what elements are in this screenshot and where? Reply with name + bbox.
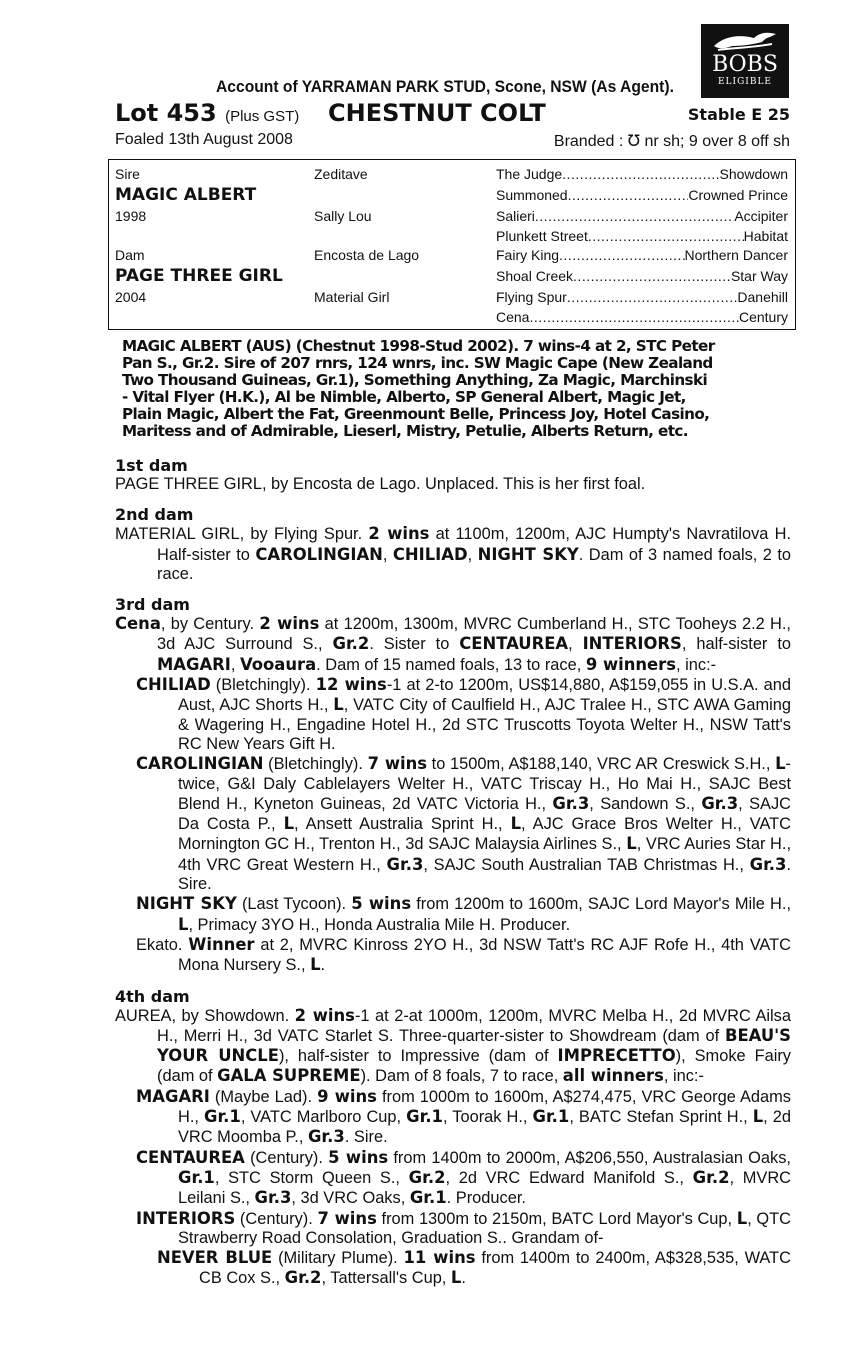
progeny-entry: INTERIORS (Century). 7 wins from 1300m to 2150m, BATC Lord Mayor's Cup, L, QTC Strawberry Road Consolation, Graduation S.. Grandam of- xyxy=(136,1208,791,1247)
sire-year: 1998 xyxy=(115,208,147,224)
grandsire-sire: Zeditave xyxy=(314,166,368,182)
summary-line: Maritess and of Admirable, Lieserl, Mistry, Petulie, Alberts Return, etc. xyxy=(122,422,688,440)
ancestor-row: Salieri ..... Accipiter xyxy=(496,208,788,224)
ancestor-row: Fairy King ..... Northern Dancer xyxy=(496,247,788,263)
second-dam-text: MATERIAL GIRL, by Flying Spur. 2 wins at 1100m, 1200m, AJC Humpty's Navratilova H. Half-sister to CAROLINGIAN, CHILIAD, NIGHT SKY. Dam of 3 named foals, 2 to race. xyxy=(115,524,792,583)
logo-brand: BOBS xyxy=(712,52,778,77)
third-dam-text: Cena, by Century. 2 wins at 1200m, 1300m, MVRC Cumberland H., STC Tooheys 2.2 H., 3d AJC Surround S., Gr.2. Sister to CENTAUREA, INTERIORS, half-sister to MAGARI, Vooaura. Dam of 15 named foals, 13 to race, 9 winners, inc:- xyxy=(115,614,791,674)
ancestor-row: Cena ..... Century xyxy=(496,309,788,325)
fourth-dam-heading: 4th dam xyxy=(115,986,190,1006)
progeny-entry: CAROLINGIAN (Bletchingly). 7 wins to 1500m, A$188,140, VRC AR Creswick S.H., L-twice, G&I Daly Cablelayers Welter H., VATC Triscay H., Ho Mai H., SAJC Best Blend H., Kyneton Guineas, 2d VATC Victoria H., Gr.3, Sandown S., Gr.3, SAJC Da Costa P., L, Ansett Australia Sprint H., L, AJC Grace Bros Welter H., VATC Mornington GC H., Trenton H., 3d SAJC Malaysia Airlines S., L, VRC Auries Star H., 4th VRC Great Western H., Gr.3, SAJC South Australian TAB Christmas H., Gr.3. Sire. xyxy=(136,754,792,894)
gst-note: (Plus GST) xyxy=(225,108,300,125)
progeny-entry: NIGHT SKY (Last Tycoon). 5 wins from 1200m to 1600m, SAJC Lord Mayor's Mile H., L, Primacy 3YO H., Honda Australia Mile H. Producer. xyxy=(136,894,791,934)
fourth-dam-text: AUREA, by Showdown. 2 wins-1 at 2-at 1000m, 1200m, MVRC Melba H., 2d MVRC Ailsa H., Merri H., 3d VATC Starlet S. Three-quarter-sister to Showdream (dam of BEAU'S YOUR UNCLE), half-sister to Impressive (dam of IMPRECETTO), Smoke Fairy (dam of GALA SUPREME). Dam of 8 foals, 7 to race, all winners, inc:- xyxy=(115,1005,791,1086)
foaled-date: Foaled 13th August 2008 xyxy=(115,131,293,148)
dam-label: Dam xyxy=(115,247,145,263)
horse-icon xyxy=(710,28,780,54)
granddam-sire: Sally Lou xyxy=(314,208,372,224)
progeny-entry: MAGARI (Maybe Lad). 9 wins from 1000m to 1600m, A$274,475, VRC George Adams H., Gr.1, VATC Marlboro Cup, Gr.1, Toorak H., Gr.1, BATC Stefan Sprint H., L, 2d VRC Moomba P., Gr.3. Sire. xyxy=(136,1086,791,1147)
ancestor-row: The Judge ..... Showdown xyxy=(496,166,788,182)
bobs-logo xyxy=(701,24,789,98)
lot-description: CHESTNUT COLT xyxy=(328,99,546,127)
summary-line: MAGIC ALBERT (AUS) (Chestnut 1998-Stud 2002). 7 wins-4 at 2, STC Peter xyxy=(122,337,715,355)
ancestor-row: Plunkett Street ..... Habitat xyxy=(496,228,788,244)
summary-line: - Vital Flyer (H.K.), Al be Nimble, Alberto, SP General Albert, Magic Jet, xyxy=(122,388,686,406)
ancestor-row: Summoned ..... Crowned Prince xyxy=(496,187,788,203)
progeny-entry: CHILIAD (Bletchingly). 12 wins-1 at 2-to 1200m, US$14,880, A$159,055 in U.S.A. and Aust, AJC Shorts H., L, VATC City of Caulfield H., AJC Tralee H., STC AWA Gaming & Wagering H., Engadine Hotel H., 2d STC Truscotts Toyota Welter H., NSW Tatt's RC New Years Gift H. xyxy=(136,675,792,753)
pedigree-table xyxy=(108,159,796,330)
family-details xyxy=(115,456,791,1289)
dam-year: 2004 xyxy=(115,289,147,305)
progeny-entry: CENTAUREA (Century). 5 wins from 1400m to 2000m, A$206,550, Australasian Oaks, Gr.1, STC Storm Queen S., Gr.2, 2d VRC Edward Manifold S., Gr.2, MVRC Leilani S., Gr.3, 3d VRC Oaks, Gr.1. Producer. xyxy=(136,1147,791,1208)
progeny-entry: Ekato. Winner at 2, MVRC Kinross 2YO H., 3d NSW Tatt's RC AJF Rofe H., 4th VATC Mona Nursery S., L. xyxy=(136,934,791,975)
granddam-dam: Material Girl xyxy=(314,289,390,305)
summary-line: Plain Magic, Albert the Fat, Greenmount Belle, Princess Joy, Hotel Casino, xyxy=(122,405,710,423)
sire-name: MAGIC ALBERT xyxy=(115,185,257,205)
ancestor-row: Shoal Creek ..... Star Way xyxy=(496,268,788,284)
first-dam-text: PAGE THREE GIRL, by Encosta de Lago. Unplaced. This is her first foal. xyxy=(115,475,646,493)
third-dam-heading: 3rd dam xyxy=(115,595,190,615)
ancestor-row: Flying Spur ..... Danehill xyxy=(496,289,788,305)
stable-number: Stable E 25 xyxy=(687,105,790,124)
logo-subtitle: ELIGIBLE xyxy=(717,77,772,87)
lot-header xyxy=(115,99,790,129)
sire-summary xyxy=(122,338,812,440)
brand-glyph: ℧ xyxy=(627,133,640,150)
dam-name: PAGE THREE GIRL xyxy=(115,266,283,286)
sire-label: Sire xyxy=(115,166,140,182)
summary-line: Pan S., Gr.2. Sire of 207 rnrs, 124 wnrs, inc. SW Magic Cape (New Zealand xyxy=(122,354,713,372)
vendor-account: Account of YARRAMAN PARK STUD, Scone, NSW (As Agent). xyxy=(216,77,674,96)
lot-number: Lot 453 (Plus GST) xyxy=(115,99,300,127)
progeny-entry: NEVER BLUE (Military Plume). 11 wins from 1400m to 2400m, A$328,535, WATC CB Cox S., Gr.2, Tattersall's Cup, L. xyxy=(157,1248,791,1288)
grandsire-dam: Encosta de Lago xyxy=(314,247,420,263)
brand-marks: Branded : ℧ nr sh; 9 over 8 off sh xyxy=(553,133,790,150)
summary-line: Two Thousand Guineas, Gr.1), Something Anything, Za Magic, Marchinski xyxy=(122,371,708,389)
second-dam-heading: 2nd dam xyxy=(115,505,194,525)
first-dam-heading: 1st dam xyxy=(115,456,188,475)
